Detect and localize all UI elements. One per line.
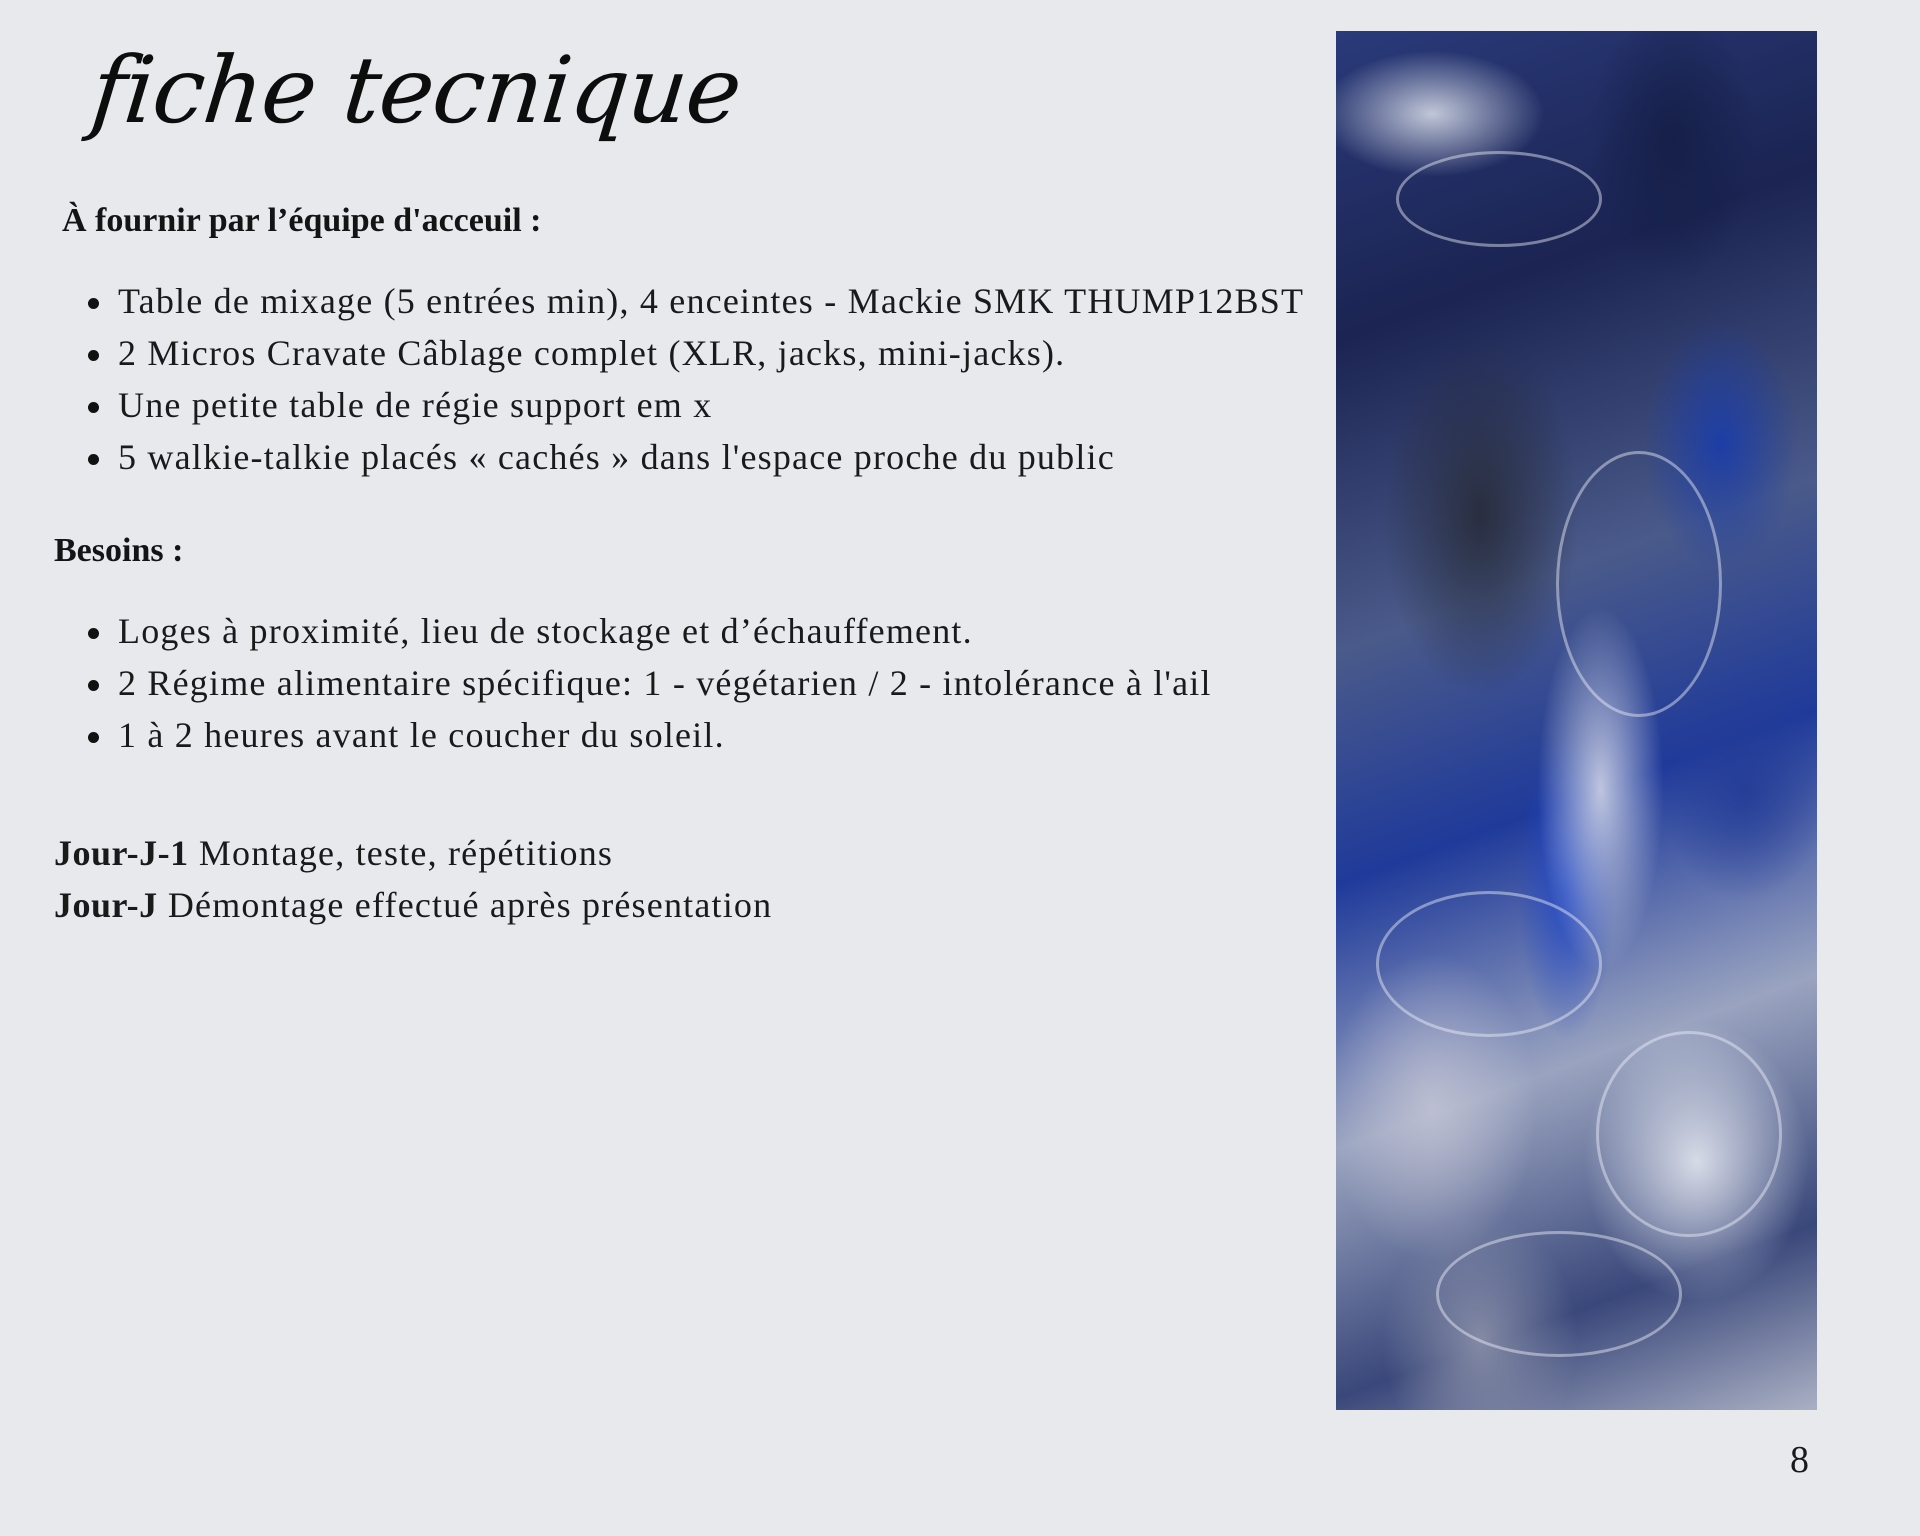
bullet-icon (88, 402, 99, 413)
list-item-text: 5 walkie-talkie placés « cachés » dans l'espace proche du public (118, 437, 1115, 477)
schedule-label: Jour-J (54, 885, 158, 925)
schedule-text: Montage, teste, répétitions (188, 833, 614, 873)
bullet-icon (88, 298, 99, 309)
list-item-text: Table de mixage (5 entrées min), 4 enceintes - Mackie SMK THUMP12BST (118, 281, 1305, 321)
swirl-decoration (1596, 1031, 1782, 1237)
bullet-icon (88, 732, 99, 743)
page-number: 8 (1790, 1439, 1809, 1481)
swirl-decoration (1436, 1231, 1682, 1357)
needs-heading: Besoins : (54, 532, 184, 569)
list-item-text: 2 Micros Cravate Câblage complet (XLR, jacks, mini-jacks). (118, 333, 1066, 373)
page-title: fiche tecnique (86, 37, 746, 144)
list-item (54, 605, 1212, 657)
list-item (54, 431, 1304, 483)
list-item-text: 1 à 2 heures avant le coucher du soleil. (118, 715, 725, 755)
schedule-day-of (54, 884, 772, 926)
provided-list (54, 275, 1304, 483)
list-item (54, 379, 1304, 431)
schedule-text: Démontage effectué après présentation (157, 885, 773, 925)
list-item (54, 709, 1212, 761)
marble-artwork-image (1336, 31, 1817, 1410)
swirl-decoration (1396, 151, 1602, 247)
list-item (54, 657, 1212, 709)
bullet-icon (88, 454, 99, 465)
list-item-text: Une petite table de régie support em x (118, 385, 713, 425)
swirl-decoration (1376, 891, 1602, 1037)
schedule-day-before (54, 832, 613, 874)
list-item-text: 2 Régime alimentaire spécifique: 1 - végétarien / 2 - intolérance à l'ail (118, 663, 1212, 703)
list-item (54, 327, 1304, 379)
provided-heading: À fournir par l’équipe d'acceuil : (62, 202, 542, 239)
schedule-label: Jour-J-1 (54, 833, 189, 873)
swirl-decoration (1556, 451, 1722, 717)
bullet-icon (88, 680, 99, 691)
bullet-icon (88, 628, 99, 639)
list-item-text: Loges à proximité, lieu de stockage et d’échauffement. (118, 611, 973, 651)
needs-list (54, 605, 1212, 761)
bullet-icon (88, 350, 99, 361)
list-item (54, 275, 1304, 327)
